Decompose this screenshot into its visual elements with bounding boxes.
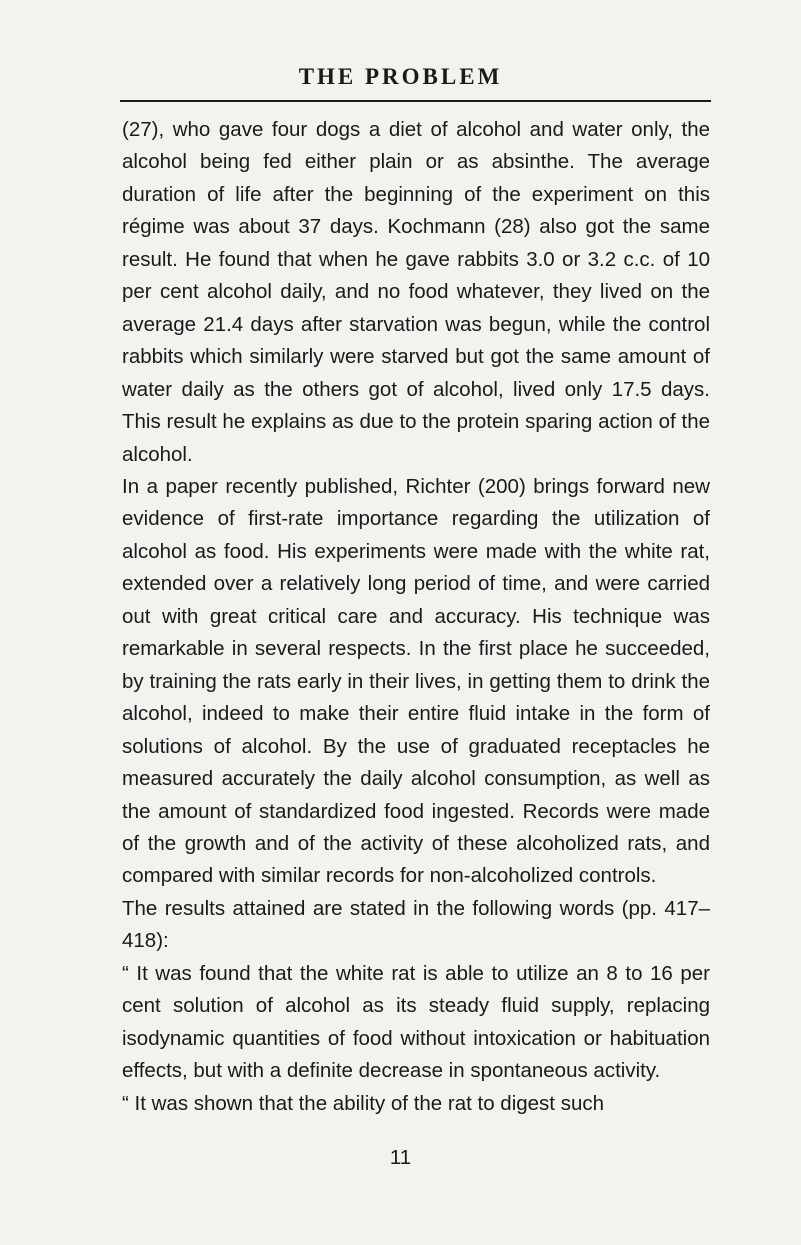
paragraph-quote-1: “ It was found that the white rat is able to utilize an 8 to 16 per cent solution of alcohol as its steady fluid supply, replacing isodynamic quantities of food without intoxication or habituation effects, but with a definite decrease in spontaneous activity. [122,961,710,1083]
paragraph-results-intro: The results attained are stated in the following words (pp. 417–418): [122,896,710,953]
paragraph-quote-2: “ It was shown that the ability of the rat to digest such [122,1091,605,1115]
paragraph-richter: In a paper recently published, Richter (200) brings forward new evidence of first-rate importance regarding the utilization of alcohol as food. His experiments were made with the white rat, extended over a relatively long period of time, and were carried out with great critical care and accuracy. His technique was remarkable in several respects. In the first place he succeeded, by training the rats early in their lives, in getting them to drink the alcohol, indeed to make their entire fluid intake in the form of solutions of alcohol. By the use of graduated receptacles he measured accurately the daily alcohol consumption, as well as the amount of standardized food ingested. Records were made of the growth and of the activity of these alcoholized rats, and compared with similar records for non-alcoholized controls. [122,474,710,888]
running-head: THE PROBLEM [298,64,503,89]
header-rule [120,100,711,102]
page-number: 11 [389,1146,412,1169]
paragraph-continued: (27), who gave four dogs a diet of alcohol and water only, the alcohol being fed either plain or as absinthe. The average duration of life after the beginning of the experiment on this régime was about 37 days. Kochmann (28) also got the same result. He found that when he gave rabbits 3.0 or 3.2 c.c. of 10 per cent alcohol daily, and no food whatever, they lived on the average 21.4 days after starvation was begun, while the control rabbits which similarly were starved but got the same amount of water daily as the others got of alcohol, lived only 17.5 days. This result he explains as due to the protein sparing action of the alcohol. [122,118,710,466]
body-text [122,114,710,1120]
